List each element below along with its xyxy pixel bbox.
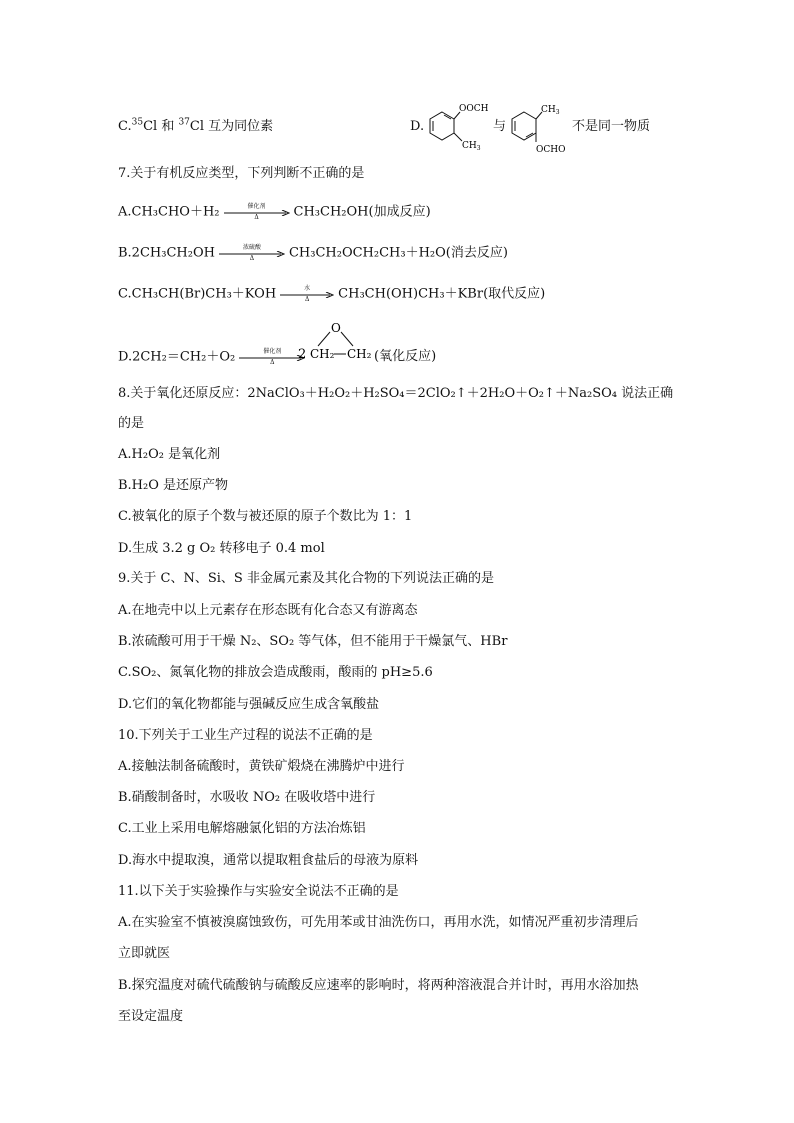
q7-option-c xyxy=(118,285,545,304)
q8-stem-line2: 的是 xyxy=(118,416,145,431)
q7-c-reactants: C.CH₃CH(Br)CH₃＋KOH xyxy=(118,286,277,302)
q11-option-a-line1: A.在实验室不慎被溴腐蚀致伤，可先用苯或甘油洗伤口，再用水洗，如情况严重初步清理后 xyxy=(118,915,639,930)
q11-option-b-line2: 至设定温度 xyxy=(118,1009,184,1024)
q7-option-b xyxy=(118,244,508,263)
q9-option-c: C.SO₂、氮氧化物的排放会造成酸雨，酸雨的 pH≥5.6 xyxy=(118,665,433,680)
epoxide-oxygen: O xyxy=(331,321,341,335)
arrow-condition: 催化剂 xyxy=(247,203,266,210)
substituent-ch3-1: $CH_3$ xyxy=(462,141,481,152)
benzene-ring-molecule-1 xyxy=(424,98,496,152)
q11-option-b-line1: B.探究温度对硫代硫酸钠与硫酸反应速率的影响时，将两种溶液混合并计时，再用水浴加热 xyxy=(118,978,639,993)
q11-stem: 11.以下关于实验操作与实验安全说法不正确的是 xyxy=(118,884,399,899)
epoxide-ch2-right: CH₂ xyxy=(347,347,372,361)
q9-option-d: D.它们的氧化物都能与强碱反应生成含氧酸盐 xyxy=(118,697,380,712)
arrow-condition: 催化剂 xyxy=(263,348,282,355)
reaction-arrow xyxy=(219,244,285,262)
q9-stem: 9.关于 C、N、Si、S 非金属元素及其化合物的下列说法正确的是 xyxy=(118,571,494,586)
epoxide-ch2-left: CH₂ xyxy=(310,347,335,361)
q9-option-b: B.浓硫酸可用于干燥 N₂、SO₂ 等气体，但不能用于干燥氯气、HBr xyxy=(118,634,508,649)
q7-stem: 7.关于有机反应类型，下列判断不正确的是 xyxy=(118,166,365,181)
substituent-ocho: OCHO xyxy=(536,145,566,155)
q7-a-reactants: A.CH₃CHO＋H₂ xyxy=(118,204,220,220)
reaction-arrow xyxy=(224,203,290,221)
q7-c-products: CH₃CH(OH)CH₃＋KBr(取代反应) xyxy=(338,286,546,302)
q11-option-a-line2: 立即就医 xyxy=(118,946,171,961)
q8-option-d: D.生成 3.2 g O₂ 转移电子 0.4 mol xyxy=(118,541,325,556)
arrow-delta: Δ xyxy=(254,214,259,221)
q8-option-a: A.H₂O₂ 是氧化剂 xyxy=(118,447,221,462)
q10-option-c: C.工业上采用电解熔融氯化铝的方法冶炼铝 xyxy=(118,821,366,836)
q6-option-c xyxy=(118,118,273,136)
q10-option-b: B.硝酸制备时，水吸收 NO₂ 在吸收塔中进行 xyxy=(118,790,376,805)
q8-stem-line1: 8.关于氧化还原反应：2NaClO₃＋H₂O₂＋H₂SO₄＝2ClO₂↑＋2H₂O＋O₂↑＋Na₂SO₄ 说法正确 xyxy=(118,386,674,401)
q9-option-a: A.在地壳中以上元素存在形态既有化合态又有游离态 xyxy=(118,603,418,618)
substituent-ch3-2: $CH_3$ xyxy=(541,105,560,116)
q7-a-products: CH₃CH₂OH(加成反应) xyxy=(293,204,431,220)
isotope-symbol-2: Cl 互为同位素 xyxy=(189,119,274,134)
isotope-mass-35: 35 xyxy=(131,117,144,128)
q6-c-prefix: C. xyxy=(118,119,132,134)
arrow-condition: 浓硫酸 xyxy=(242,244,261,251)
benzene-ring-molecule-2 xyxy=(506,98,578,158)
epoxide-structure xyxy=(296,318,376,368)
q7-b-reactants: B.2CH₃CH₂OH xyxy=(118,245,215,261)
q7-b-products: CH₃CH₂OCH₂CH₃＋H₂O(消去反应) xyxy=(288,245,508,261)
isotope-symbol-1: Cl 和 xyxy=(143,119,179,134)
q6-d-connector: 与 xyxy=(493,119,507,134)
q10-stem: 10.下列关于工业生产过程的说法不正确的是 xyxy=(118,728,373,743)
reaction-arrow xyxy=(280,285,334,303)
arrow-delta: Δ xyxy=(270,359,275,366)
q7-d-reactants: D.2CH₂＝CH₂＋O₂ xyxy=(118,349,236,365)
q7-option-d xyxy=(118,348,309,367)
isotope-mass-37: 37 xyxy=(178,117,190,128)
q6-d-tail: 不是同一物质 xyxy=(572,119,651,134)
q7-d-reaction-type: (氧化反应) xyxy=(374,349,437,364)
arrow-delta: Δ xyxy=(305,296,310,303)
arrow-delta: Δ xyxy=(249,255,255,262)
q10-option-d: D.海水中提取溴，通常以提取粗食盐后的母液为原料 xyxy=(118,853,419,868)
q8-option-c: C.被氧化的原子个数与被还原的原子个数比为 1：1 xyxy=(118,509,413,524)
substituent-ooch: OOCH xyxy=(459,104,489,114)
epoxide-coefficient: 2 xyxy=(298,347,307,362)
arrow-condition: 水 xyxy=(304,285,311,292)
q8-option-b: B.H₂O 是还原产物 xyxy=(118,478,229,493)
q6-option-d-prefix: D. xyxy=(410,119,425,134)
q10-option-a: A.接触法制备硫酸时，黄铁矿煅烧在沸腾炉中进行 xyxy=(118,759,405,774)
q7-option-a xyxy=(118,203,431,222)
